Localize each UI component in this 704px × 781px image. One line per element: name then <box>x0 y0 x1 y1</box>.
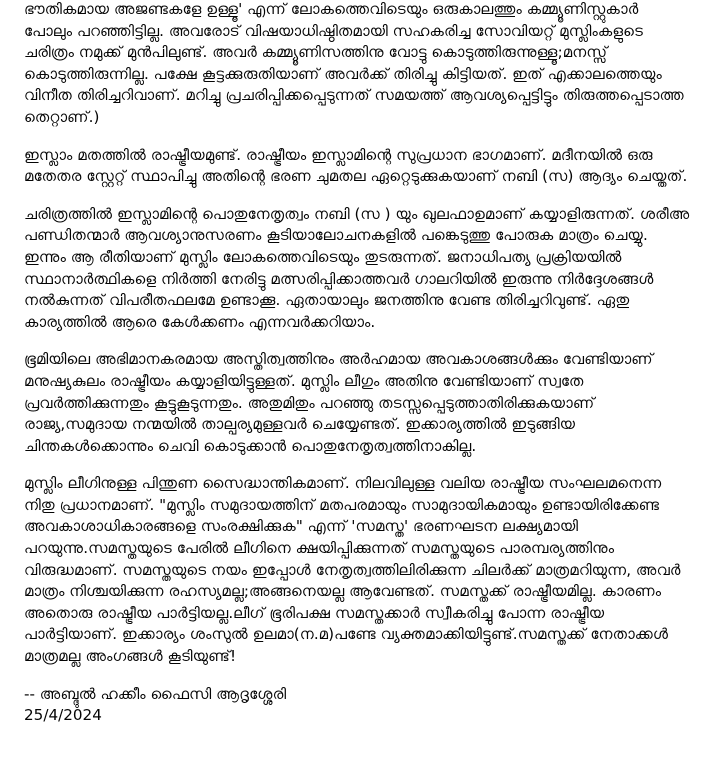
post-text <box>24 0 690 727</box>
author-signature: -- അബ്ദുൽ ഹക്കീം ഫൈസി ആദൃശ്ശേരി <box>24 684 287 703</box>
post-date: 25/4/2024 <box>24 706 102 725</box>
post-paragraph-4: ഭൂമിയിലെ അഭിമാനകരമായ അസ്തിത്വത്തിനും അർഹമായ അവകാശങ്ങൾക്കും വേണ്ടിയാണ് മനുഷ്യകുലം രാഷ്ട്രീയം കയ്യാളിയിട്ടുള്ളത്. മുസ്ലിം ലീഗും അതിനു വേണ്ടിയാണ് സ്വതേ പ്രവർത്തിക്കുന്നതും കൂട്ടുകൂടുന്നതും. അതുമിതും പറഞ്ഞു തടസ്സപ്പെടുത്താതിരിക്കുകയാണ് രാജ്യ,സമുദായ നന്മയിൽ താല്പര്യമുള്ളവർ ചെയ്യേണ്ടത്. ഇക്കാര്യത്തിൽ ഇടുങ്ങിയ ചിന്തകൾക്കൊന്നും ചെവി കൊടുക്കാൻ പൊതുനേതൃത്വത്തിനാകില്ല. <box>24 350 653 455</box>
post-paragraph-1: ഭൗതികമായ അജണ്ടകളേ ഉള്ളൂ' എന്ന് ലോകത്തെവിടെയും ഒരുകാലത്തും കമ്മ്യൂണിസ്റ്റുകാർ പോലും പറഞ്ഞിട്ടില്ല. അവരോട് വിഷയാധിഷ്ഠിതമായി സഹകരിച്ച സോവിയറ്റ് മുസ്ലിംകളുടെ ചരിത്രം നമുക്ക് മുൻപിലുണ്ട്. അവർ കമ്മ്യൂണിസത്തിനു വോട്ടു കൊടുത്തിരുന്നുള്ളൂ;മനസ്സ് കൊടുത്തിരുന്നില്ല. പക്ഷേ കൂട്ടക്കുരുതിയാണ് അവർക്ക് തിരിച്ചു കിട്ടിയത്. ഇത് എക്കാലത്തെയും വിനീത തിരിച്ചറിവാണ്. മറിച്ചു പ്രചരിപ്പിക്കപ്പെടുന്നത് സമയത്ത് ആവശ്യപ്പെട്ടിട്ടും തിരുത്തപ്പെടാത്ത തെറ്റാണ്.) <box>24 0 684 126</box>
post-paragraph-5: മുസ്ലിം ലീഗിനുള്ള പിന്തുണ സൈദ്ധാന്തികമാണ്. നിലവിലുള്ള വലിയ രാഷ്ട്രീയ സംഘലമനെന്ന നിതു പ്രധാനമാണ്. "മുസ്ലിം സമുദായത്തിന് മതപരമായും സാമുദായികമായും ഉണ്ടായിരിക്കേണ്ട അവകാശാധികാരങ്ങളെ സംരക്ഷിക്കുക" എന്ന് 'സമസ്ത' ഭരണഘടന ലക്ഷ്യമായി പറയുന്നു.സമസ്തയുടെ പേരിൽ ലീഗിനെ ക്ഷയിപ്പിക്കുന്നത് സമസ്തയുടെ പാരമ്പര്യത്തിനും വിരുദ്ധമാണ്. സമസ്തയുടെ നയം ഇപ്പോൾ നേതൃത്വത്തിലിരിക്കുന്ന ചിലർക്ക് മാത്രമറിയുന്ന, അവർ മാത്രം നിശ്ചയിക്കുന്ന രഹസ്യമല്ല;അങ്ങനെയല്ല ആവേണ്ടത്. സമസ്തക്ക് രാഷ്ട്രീയമില്ല. കാരണം അതൊരു രാഷ്ട്രീയ പാർട്ടിയല്ല.ലീഗ് ഭൂരിപക്ഷ സമസ്തക്കാർ സ്വീകരിച്ചു പോന്ന രാഷ്ട്രീയ പാർട്ടിയാണ്. ഇക്കാര്യം ശംസുൽ ഉലമാ(ന.മ)പണ്ടേ വ്യക്തമാക്കിയിട്ടുണ്ട്.സമസ്തക്ക് നേതാക്കൾ മാത്രമല്ല അംഗങ്ങൾ കൂടിയുണ്ട്! <box>24 474 681 666</box>
post-signature-block <box>24 684 690 727</box>
post-paragraph-3: ചരിത്രത്തിൽ ഇസ്ലാമിന്റെ പൊതുനേതൃത്വം നബി (സ ) യും ഖുലഫാഉമാണ് കയ്യാളിരുന്നത്. ശരീഅ പണ്ഡിതന്മാർ ആവശ്യാനുസരണം കൂടിയാലോചനകളിൽ പങ്കെടുത്തു പോരുക മാത്രം ചെയ്യു. ഇന്നും ആ രീതിയാണ് മുസ്ലിം ലോകത്തെവിടെയും തുടരുന്നത്. ജനാധിപത്യ പ്രക്രിയയിൽ സ്ഥാനാർത്ഥികളെ നിർത്തി നേരിട്ടു മത്സരിപ്പിക്കാത്തവർ ഗാലറിയിൽ ഇരുന്നു നിർദ്ദേശങ്ങൾ നൽകുന്നത് വിപരീതഫലമേ ഉണ്ടാക്കൂ. ഏതായാലും ജനത്തിനു വേണ്ട തിരിച്ചറിവുണ്ട്. ഏതു കാര്യത്തിൽ ആരെ കേൾക്കണം എന്നവർക്കറിയാം. <box>24 204 690 331</box>
post-paragraph-2: ഇസ്ലാം മതത്തിൽ രാഷ്ട്രീയമുണ്ട്. രാഷ്ട്രീയം ഇസ്ലാമിന്റെ സുപ്രധാന ഭാഗമാണ്. മദീനയിൽ ഒരു മതേതര സ്റ്റേറ്റ് സ്ഥാപിച്ചു അതിന്റെ ഭരണ ചുമതല ഏറ്റെടുക്കുകയാണ് നബി (സ) ആദ്യം ചെയ്തത്. <box>24 145 688 186</box>
